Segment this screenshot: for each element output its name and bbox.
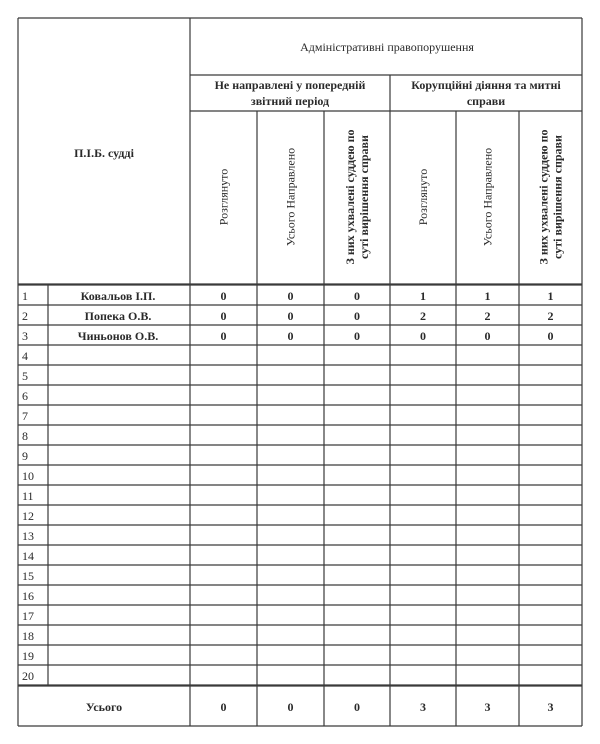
judge-name: Попека О.В.: [84, 309, 152, 323]
table-row: [22, 409, 28, 423]
col-header-decided-line1-not-sent: З них ухвалені суддею по: [343, 129, 357, 265]
cell-value: 0: [287, 329, 294, 343]
cell-value: 1: [420, 289, 426, 303]
cell-value: 0: [354, 309, 360, 323]
row-number: 6: [22, 389, 28, 403]
col-header-considered-not-sent: Розглянуто: [216, 168, 231, 226]
cell-value: 0: [220, 289, 227, 303]
table-row: [22, 289, 554, 303]
table-body: [22, 289, 554, 683]
header-group-corruption-line1: Корупційні діяння та митні: [411, 78, 561, 92]
cell-value: 0: [420, 329, 426, 343]
cell-value: 1: [547, 289, 554, 303]
table-row: [22, 389, 28, 403]
table-row: [22, 369, 28, 383]
col-header-decided-line2-corruption: суті вирішення справи: [550, 135, 565, 259]
table-row: [22, 569, 34, 583]
total-value: 3: [420, 700, 426, 714]
table-row: [22, 449, 28, 463]
table-grid: [18, 18, 582, 726]
col-header-considered-corruption: Розглянуто: [416, 168, 430, 226]
row-number: 17: [22, 609, 34, 623]
table-row: [22, 549, 34, 563]
total-value: 0: [287, 700, 294, 714]
table-row: [22, 589, 34, 603]
table-row: [22, 669, 34, 683]
header-group-corruption-line2: справи: [466, 94, 506, 108]
cell-value: 2: [420, 309, 426, 323]
cell-value: 1: [484, 289, 491, 303]
header-group-not-sent-line1: Не направлені у попередній: [214, 78, 366, 92]
cell-value: 0: [220, 329, 227, 343]
total-label: Усього: [85, 700, 123, 714]
row-number: 7: [22, 409, 28, 423]
row-number: 3: [22, 329, 28, 343]
table-row: [22, 469, 34, 483]
cell-value: 0: [220, 309, 227, 323]
col-header-total-sent-not-sent: Усього Направлено: [283, 147, 298, 247]
cell-value: 0: [484, 329, 491, 343]
header-name-column: П.І.Б. судді: [74, 146, 134, 160]
row-number: 16: [22, 589, 34, 603]
row-number: 20: [22, 669, 34, 683]
col-header-total-sent-corruption: Усього Направлено: [480, 147, 495, 247]
table-row: [22, 509, 34, 523]
table-row: [22, 629, 34, 643]
row-number: 11: [22, 489, 34, 503]
total-value: 3: [484, 700, 491, 714]
cell-value: 0: [547, 329, 554, 343]
row-number: 19: [22, 649, 34, 663]
table-row: [22, 609, 34, 623]
total-row: [221, 700, 554, 714]
col-header-decided-line2-not-sent: суті вирішення справи: [357, 135, 371, 259]
table-row: [22, 349, 28, 363]
cell-value: 2: [484, 309, 491, 323]
col-header-decided-line1-corruption: З них ухвалені суддею по: [536, 129, 551, 265]
total-value: 0: [354, 700, 360, 714]
cell-value: 0: [287, 289, 294, 303]
row-number: 14: [22, 549, 34, 563]
row-number: 10: [22, 469, 34, 483]
row-number: 1: [22, 289, 28, 303]
row-number: 12: [22, 509, 34, 523]
judge-name: Чиньонов О.В.: [77, 329, 159, 343]
total-value: 0: [220, 700, 227, 714]
judge-name: Ковальов І.П.: [80, 289, 156, 303]
table-row: [22, 649, 34, 663]
table-row: [22, 309, 554, 323]
cell-value: 0: [354, 329, 360, 343]
table-row: [22, 529, 34, 543]
total-value: 3: [547, 700, 554, 714]
row-number: 18: [22, 629, 34, 643]
table-row: [22, 329, 554, 343]
table-row: [22, 489, 34, 503]
cell-value: 2: [547, 309, 554, 323]
row-number: 2: [22, 309, 28, 323]
row-number: 9: [22, 449, 28, 463]
cell-value: 0: [354, 289, 360, 303]
header-group-not-sent-line2: звітний період: [250, 94, 330, 108]
cell-value: 0: [287, 309, 294, 323]
table-row: [22, 429, 28, 443]
row-number: 4: [22, 349, 28, 363]
row-number: 15: [22, 569, 34, 583]
row-number: 13: [22, 529, 34, 543]
row-number: 8: [22, 429, 28, 443]
row-number: 5: [22, 369, 28, 383]
header-admin-offenses: Адміністративні правопорушення: [300, 40, 474, 54]
